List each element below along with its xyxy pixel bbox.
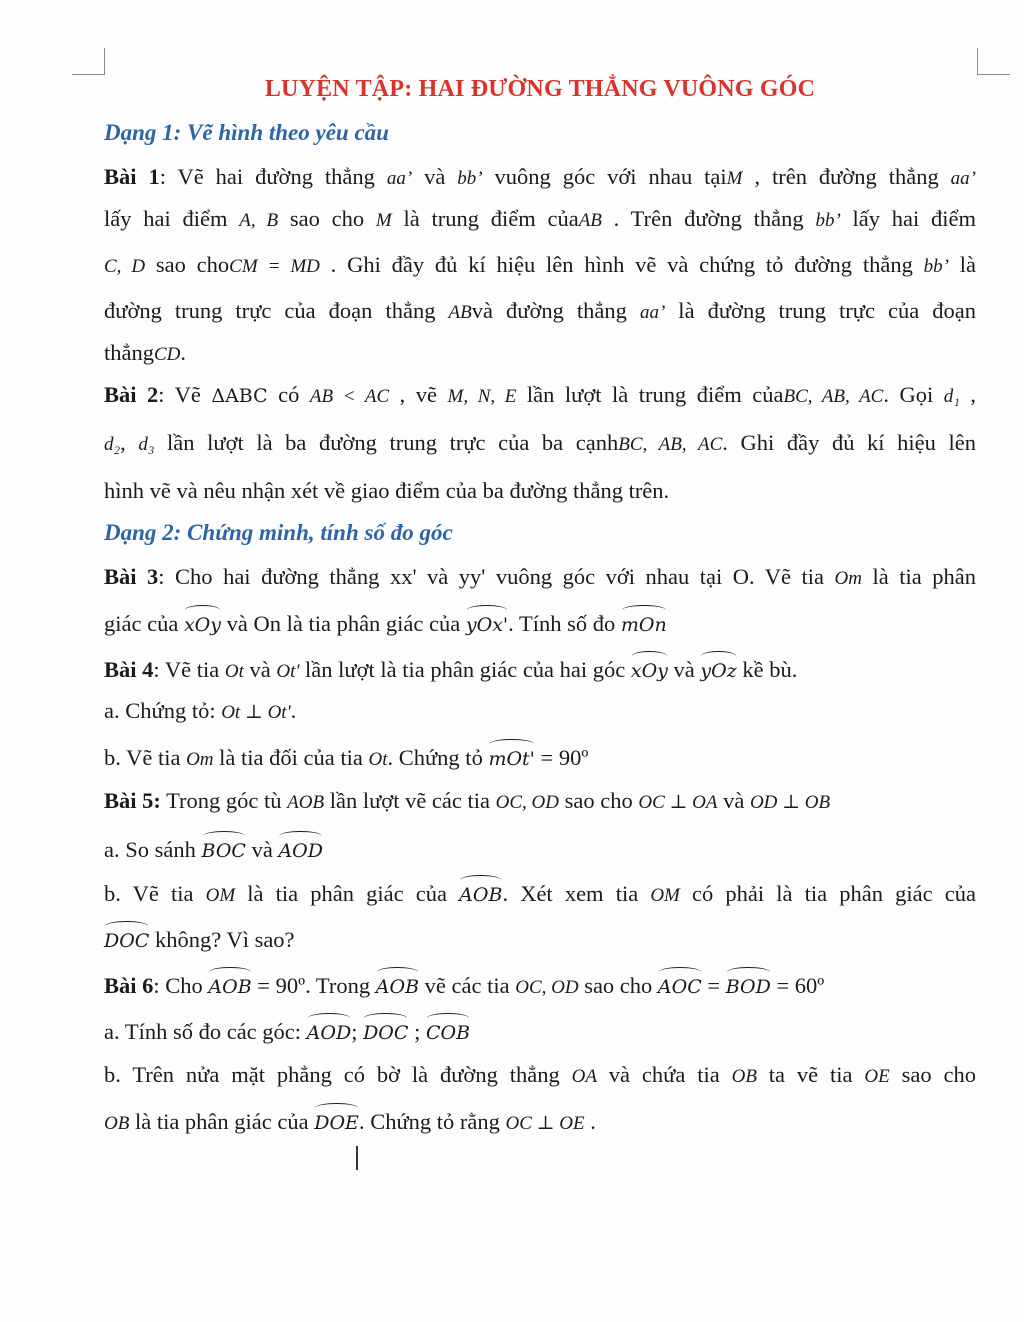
bai3-line-2: giác của xOy và On là tia phân giác của yOx'. Tính số đo mOn — [104, 606, 976, 640]
bai6-line-c: OB là tia phân giác của DOE. Chứng tỏ rằng OC ⊥ OE . — [104, 1104, 976, 1139]
bai5-line-a: a. So sánh BOC và AOD — [104, 832, 976, 866]
page-corner-mark-left — [72, 48, 105, 75]
bai4-line-1: Bài 4: Vẽ tia Ot và Ot' lần lượt là tia phân giác của hai góc xOy và yOz kề bù. — [104, 652, 976, 687]
bai6-line-1: Bài 6: Cho AOB = 90º. Trong AOB vẽ các tia OC, OD sao cho AOC = BOD = 60º — [104, 968, 976, 1003]
bai5-label: Bài 5: — [104, 788, 161, 813]
section-heading-dang1: Dạng 1: Vẽ hình theo yêu cầu — [104, 120, 389, 145]
text-cursor[interactable] — [356, 1146, 358, 1170]
bai4-line-b: b. Vẽ tia Om là tia đối của tia Ot. Chứng tỏ mOt' = 90º — [104, 740, 976, 775]
bai2-line-1: Bài 2: Vẽ ΔABC có AB < AC , vẽ M, N, E lần lượt là trung điểm củaBC, AB, AC. Gọi d₁ , — [104, 382, 976, 407]
bai6-label: Bài 6 — [104, 973, 154, 998]
bai4-line-a: a. Chứng tỏ: Ot ⊥ Ot'. — [104, 698, 297, 723]
bai5-line-1: Bài 5: Trong góc tù AOB lần lượt vẽ các tia OC, OD sao cho OC ⊥ OA và OD ⊥ OB — [104, 788, 831, 813]
bai4-label: Bài 4 — [104, 657, 154, 682]
bai2-line-2: d₂, d₃ lần lượt là ba đường trung trực của ba cạnhBC, AB, AC. Ghi đầy đủ kí hiệu lên — [104, 430, 976, 455]
bai1-line-1: Bài 1: Vẽ hai đường thẳng aa’ và bb’ vuông góc với nhau tạiM , trên đường thẳng aa’ — [104, 164, 976, 189]
bai1-line-2: lấy hai điểm A, B sao cho M là trung điểm củaAB . Trên đường thẳng bb’ lấy hai điểm — [104, 206, 977, 231]
bai5-line-b: b. Vẽ tia OM là tia phân giác của AOB. Xét xem tia OM có phải là tia phân giác của — [104, 876, 976, 911]
bai1-label: Bài 1 — [104, 164, 160, 189]
section-heading-dang2: Dạng 2: Chứng minh, tính số đo góc — [104, 520, 453, 545]
bai1-line-3: C, D sao choCM = MD . Ghi đầy đủ kí hiệu lên hình vẽ và chứng tỏ đường thẳng bb’ là — [104, 252, 977, 277]
bai6-line-a: a. Tính số đo các góc: AOD; DOC ; COB — [104, 1014, 976, 1048]
page-title: LUYỆN TẬP: HAI ĐƯỜNG THẲNG VUÔNG GÓC — [264, 76, 816, 102]
bai3-label: Bài 3 — [104, 564, 159, 589]
bai1-line-4: đường trung trực của đoạn thẳng ABvà đường thẳng aa’ là đường trung trực của đoạn — [104, 298, 977, 323]
page-corner-mark-right — [977, 48, 1010, 75]
bai1-line-5: thẳngCD. — [104, 340, 187, 365]
bai5-line-c: DOC không? Vì sao? — [104, 922, 976, 956]
bai3-line-1: Bài 3: Cho hai đường thẳng xx' và yy' vuông góc với nhau tại O. Vẽ tia Om là tia phân — [104, 564, 976, 589]
bai2-label: Bài 2 — [104, 382, 159, 407]
bai6-line-b: b. Trên nửa mặt phẳng có bờ là đường thẳng OA và chứa tia OB ta vẽ tia OE sao cho — [104, 1062, 976, 1087]
bai2-line-3: hình vẽ và nêu nhận xét về giao điểm của ba đường thẳng trên. — [104, 478, 670, 503]
